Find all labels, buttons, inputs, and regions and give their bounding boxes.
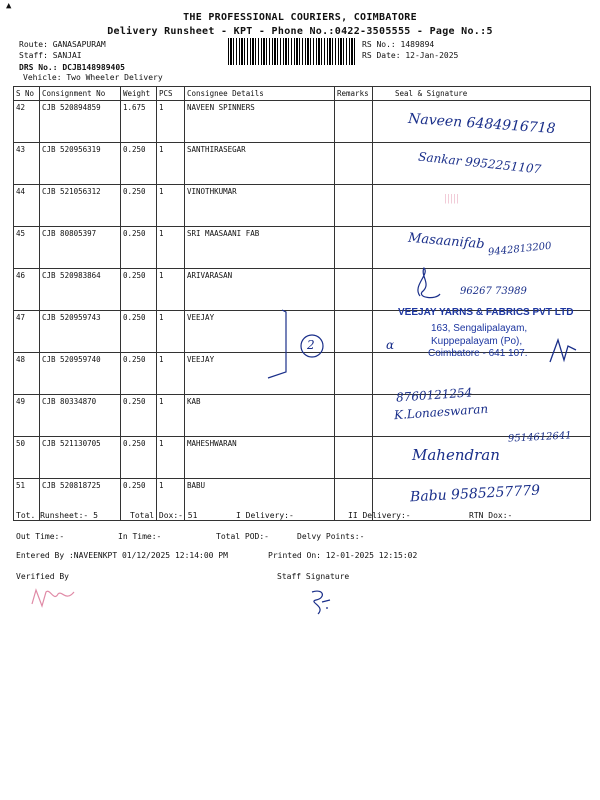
signature-r45a: Masaanifab <box>407 230 486 253</box>
cell-sno: 49 <box>14 395 40 437</box>
cell-weight: 0.250 <box>121 395 157 437</box>
cell-consignee: ARIVARASAN <box>185 269 335 311</box>
cell-consignee: KAB <box>185 395 335 437</box>
cell-consignment: CJB 520956319 <box>40 143 121 185</box>
cell-pcs: 1 <box>157 101 185 143</box>
cell-weight: 0.250 <box>121 311 157 353</box>
cell-pcs: 1 <box>157 395 185 437</box>
rs-date: RS Date: 12-Jan-2025 <box>362 51 459 60</box>
cell-consignee: VEEJAY <box>185 353 335 395</box>
cell-remarks <box>335 269 373 311</box>
stamp-line-3: Kuppepalayam (Po), <box>431 336 523 347</box>
signature-r49a: 8760121254 <box>395 385 473 405</box>
ii-delivery: II Delivery:- <box>348 511 411 520</box>
cell-consignee: MAHESHWARAN <box>185 437 335 479</box>
cell-remarks <box>335 227 373 269</box>
rtn-dox: RTN Dox:- <box>469 511 513 520</box>
cell-sno: 50 <box>14 437 40 479</box>
scribble-r46 <box>410 266 444 304</box>
rs-number: RS No.: 1489894 <box>362 40 435 49</box>
cell-remarks <box>335 311 373 353</box>
cell-sno: 43 <box>14 143 40 185</box>
in-time: In Time:- <box>118 532 162 541</box>
cell-pcs: 1 <box>157 437 185 479</box>
entered-by: Entered By :NAVEENKPT 01/12/2025 12:14:00 PM <box>16 551 228 560</box>
cell-pcs: 1 <box>157 185 185 227</box>
faint-mark: ||||| <box>444 194 460 204</box>
cell-pcs: 1 <box>157 311 185 353</box>
total-dox: Total Dox:- 51 <box>130 511 198 520</box>
signature-r42: Naveen 6484916718 <box>407 110 557 138</box>
bracket-annotation <box>258 306 338 382</box>
cell-pcs: 1 <box>157 479 185 521</box>
cell-consignee: NAVEEN SPINNERS <box>185 101 335 143</box>
circled-number: 2 <box>307 338 315 352</box>
cell-consignment: CJB 520983864 <box>40 269 121 311</box>
cell-weight: 1.675 <box>121 101 157 143</box>
cell-pcs: 1 <box>157 227 185 269</box>
vehicle: Vehicle: Two Wheeler Delivery <box>23 73 163 82</box>
col-header: S No <box>14 87 40 101</box>
cell-weight: 0.250 <box>121 143 157 185</box>
cell-weight: 0.250 <box>121 269 157 311</box>
cell-remarks <box>335 185 373 227</box>
cell-sno: 46 <box>14 269 40 311</box>
total-pod: Total POD:- <box>216 532 269 541</box>
cell-remarks <box>335 437 373 479</box>
cell-consignee: BABU <box>185 479 335 521</box>
cell-consignee: VINOTHKUMAR <box>185 185 335 227</box>
col-header: Seal & Signature <box>373 87 591 101</box>
cell-weight: 0.250 <box>121 185 157 227</box>
cell-weight: 0.250 <box>121 353 157 395</box>
table-row <box>14 185 591 227</box>
corner-mark: ▲ <box>6 1 12 11</box>
mark-alpha: α <box>386 338 395 352</box>
cell-consignee: SANTHIRASEGAR <box>185 143 335 185</box>
stamp-line-4: Coimbatore - 641 107. <box>428 348 528 359</box>
table-row <box>14 395 591 437</box>
page-subtitle: Delivery Runsheet - KPT - Phone No.:0422-3505555 - Page No.:5 <box>107 26 493 37</box>
table-row <box>14 437 591 479</box>
page-title: THE PROFESSIONAL COURIERS, COIMBATORE <box>183 12 417 23</box>
cell-consignment: CJB 520959740 <box>40 353 121 395</box>
staff-signature <box>304 586 334 618</box>
staff-signature-label: Staff Signature <box>277 572 350 581</box>
scribble-r48 <box>546 336 580 366</box>
cell-signature <box>373 185 591 227</box>
stamp-line-2: 163, Sengalipalayam, <box>431 323 528 334</box>
cell-sno: 44 <box>14 185 40 227</box>
col-header: Consignment No <box>40 87 121 101</box>
tot-runsheet: Tot. Runsheet:- 5 <box>16 511 98 520</box>
cell-remarks <box>335 353 373 395</box>
cell-weight: 0.250 <box>121 227 157 269</box>
cell-consignment: CJB 520894859 <box>40 101 121 143</box>
cell-consignment: CJB 520818725 <box>40 479 121 521</box>
cell-sno: 51 <box>14 479 40 521</box>
cell-sno: 45 <box>14 227 40 269</box>
stamp-line-1: VEEJAY YARNS & FABRICS PVT LTD <box>398 307 574 318</box>
signature-r50b: 9514612641 <box>507 430 572 445</box>
cell-sno: 42 <box>14 101 40 143</box>
out-time: Out Time:- <box>16 532 65 541</box>
cell-remarks <box>335 143 373 185</box>
route: Route: GANASAPURAM <box>19 40 106 49</box>
col-header: PCS <box>157 87 185 101</box>
col-header: Weight <box>121 87 157 101</box>
cell-consignee: VEEJAY <box>185 311 335 353</box>
verifier-signature <box>28 584 78 610</box>
signature-r51: Babu 9585257779 <box>409 482 541 506</box>
cell-consignment: CJB 80805397 <box>40 227 121 269</box>
staff: Staff: SANJAI <box>19 51 82 60</box>
cell-consignment: CJB 521130705 <box>40 437 121 479</box>
cell-consignment: CJB 80334870 <box>40 395 121 437</box>
cell-consignee: SRI MAASAANI FAB <box>185 227 335 269</box>
signature-r50a: Mahendran <box>412 446 500 464</box>
verified-by: Verified By <box>16 572 69 581</box>
cell-weight: 0.250 <box>121 437 157 479</box>
delvy-points: Delvy Points:- <box>297 532 365 541</box>
cell-weight: 0.250 <box>121 479 157 521</box>
cell-sno: 48 <box>14 353 40 395</box>
cell-remarks <box>335 395 373 437</box>
cell-remarks <box>335 101 373 143</box>
col-header: Consignee Details <box>185 87 335 101</box>
signature-r43: Sankar 9952251107 <box>417 149 542 177</box>
runsheet-table <box>13 86 591 521</box>
col-header: Remarks <box>335 87 373 101</box>
cell-sno: 47 <box>14 311 40 353</box>
cell-pcs: 1 <box>157 143 185 185</box>
cell-consignment: CJB 521056312 <box>40 185 121 227</box>
cell-consignment: CJB 520959743 <box>40 311 121 353</box>
signature-r49b: K.Lonaeswaran <box>393 401 489 423</box>
table-header-row <box>14 87 591 101</box>
signature-r46: 96267 73989 <box>460 286 527 297</box>
cell-pcs: 1 <box>157 269 185 311</box>
barcode <box>228 38 355 65</box>
signature-r45b: 9442813200 <box>487 240 553 259</box>
printed-on: Printed On: 12-01-2025 12:15:02 <box>268 551 418 560</box>
i-delivery: I Delivery:- <box>236 511 294 520</box>
cell-pcs: 1 <box>157 353 185 395</box>
drs-number: DRS No.: DCJB148989405 <box>19 63 125 72</box>
